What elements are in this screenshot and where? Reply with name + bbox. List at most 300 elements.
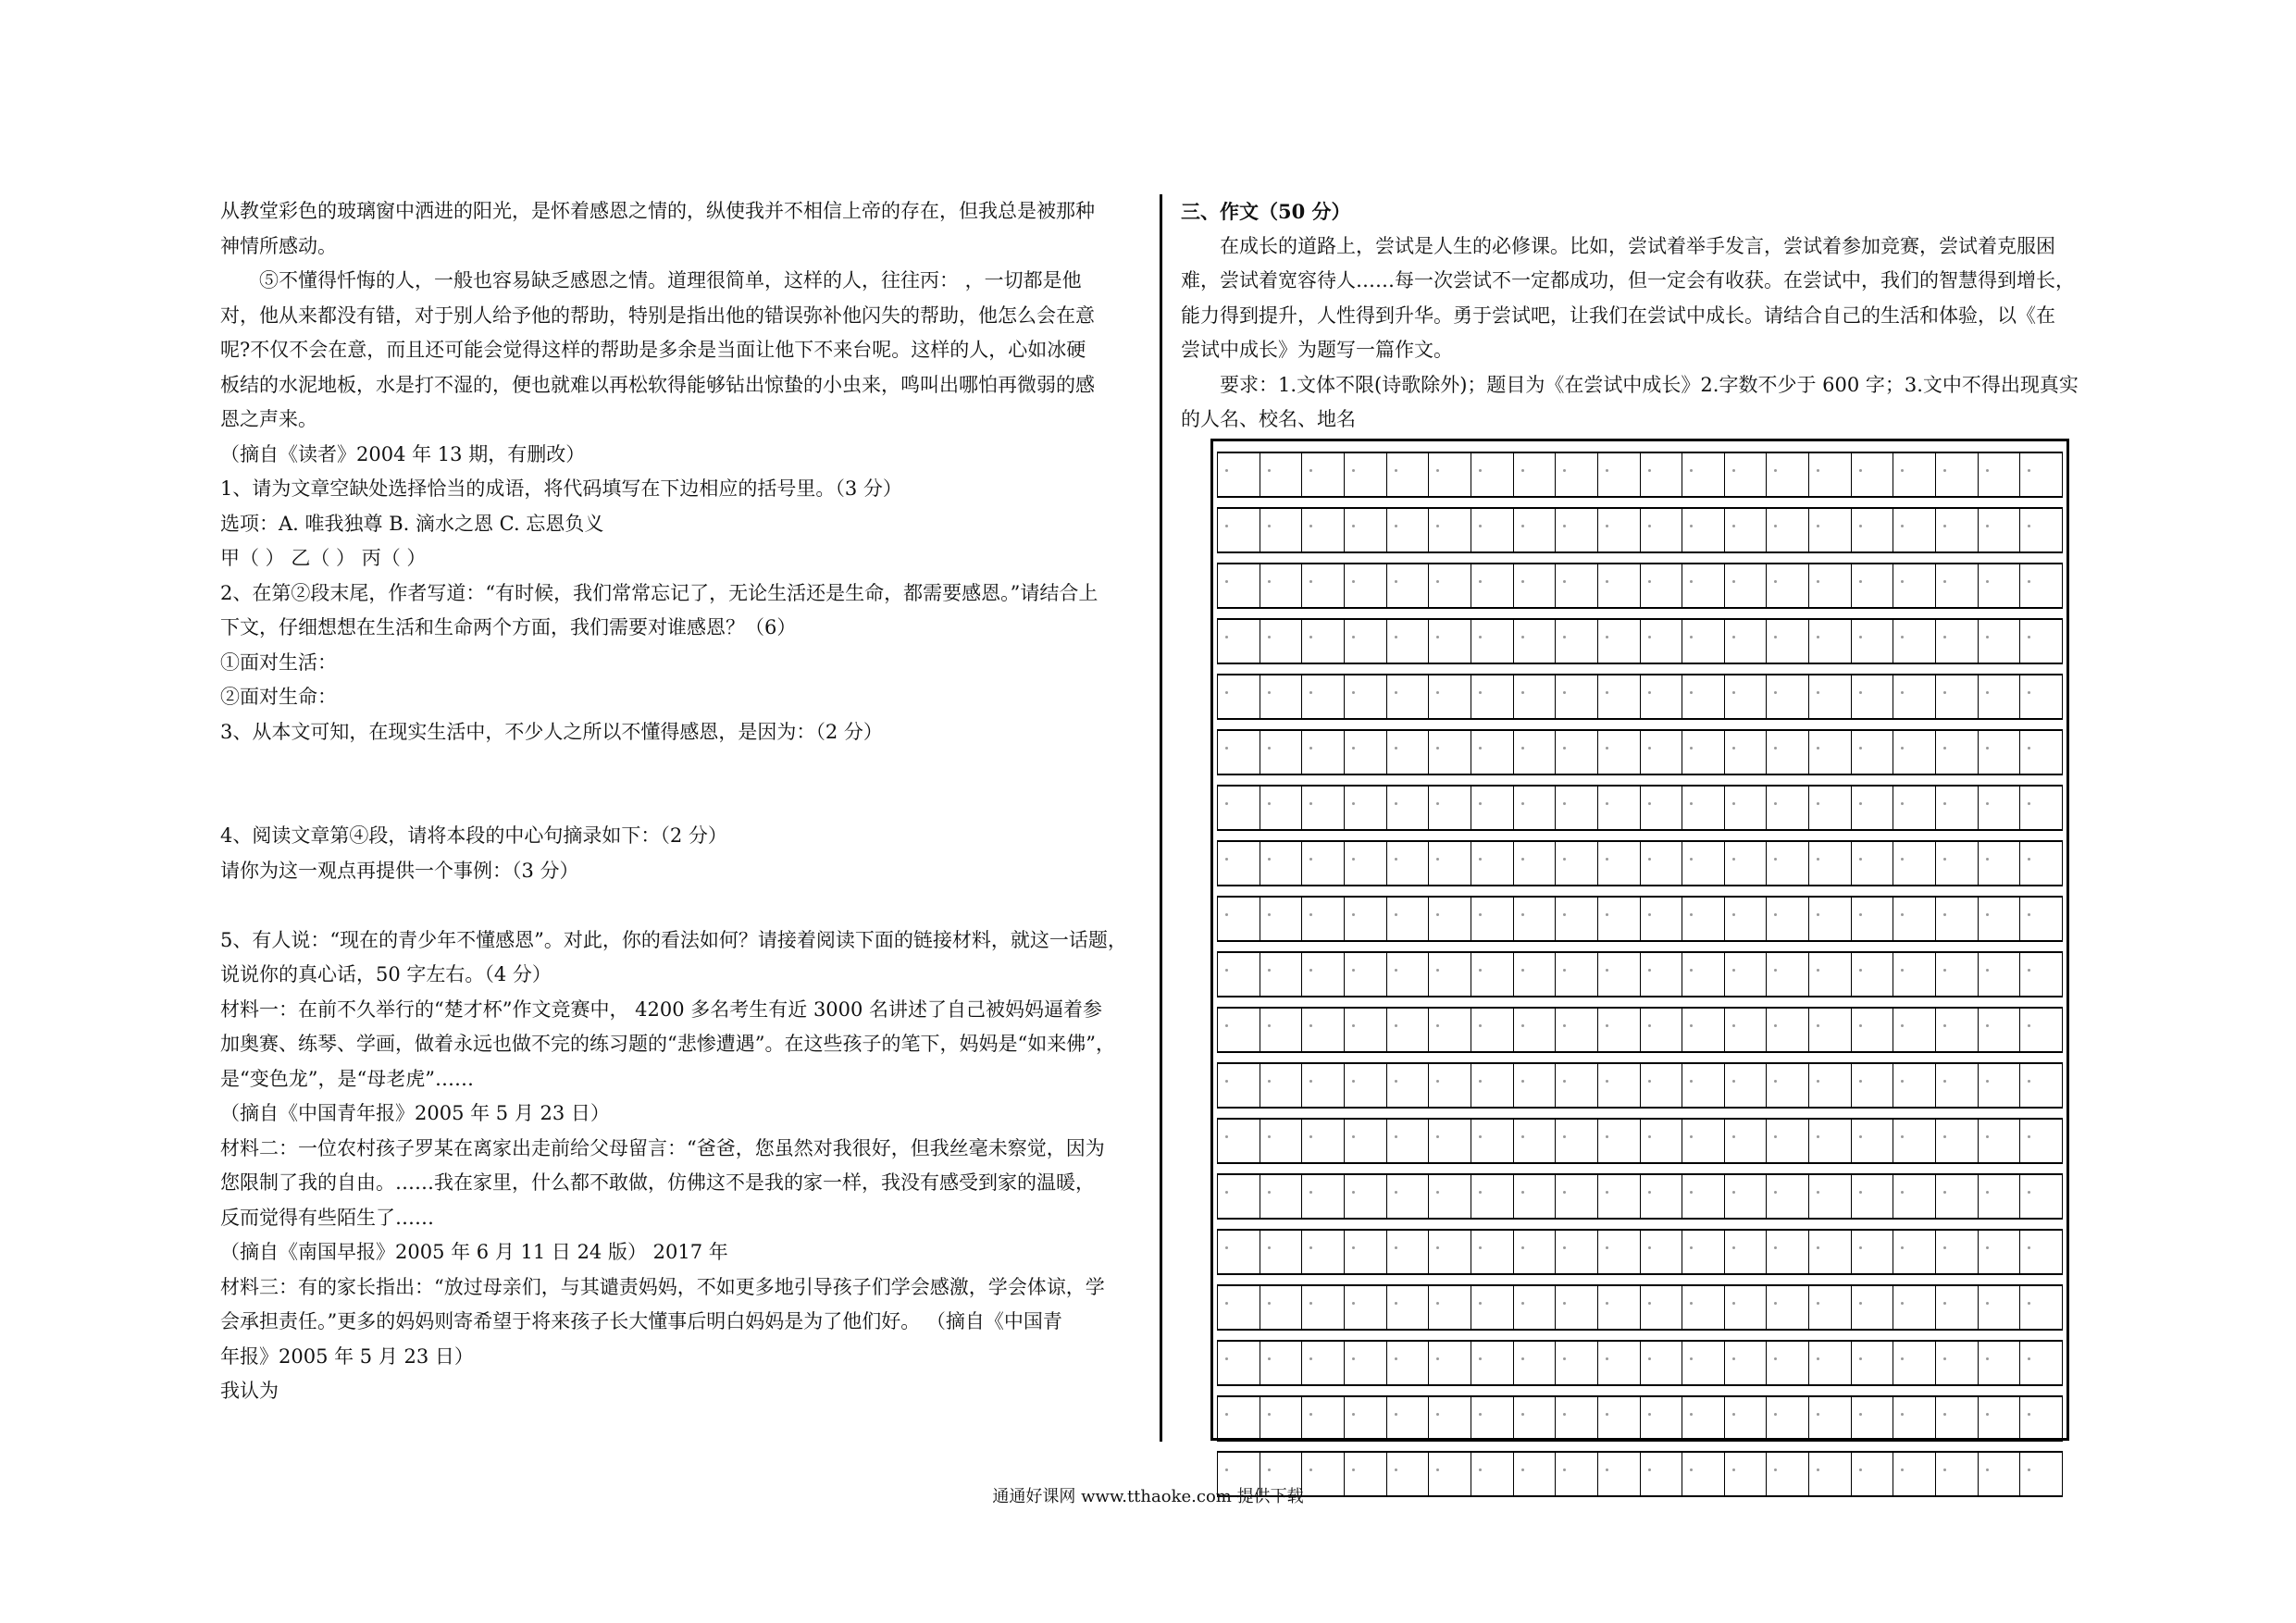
grid-cell[interactable] xyxy=(1809,787,1852,829)
grid-cell[interactable] xyxy=(1429,1064,1471,1107)
grid-cell[interactable] xyxy=(1302,1175,1345,1218)
grid-cell[interactable] xyxy=(1471,509,1514,551)
grid-cell[interactable] xyxy=(1767,1342,1809,1384)
grid-cell[interactable] xyxy=(1725,842,1768,885)
grid-cell[interactable] xyxy=(1809,1286,1852,1329)
grid-cell[interactable] xyxy=(1387,620,1430,663)
grid-cell[interactable] xyxy=(1218,509,1260,551)
grid-cell[interactable] xyxy=(1852,1064,1894,1107)
grid-cell[interactable] xyxy=(2020,1342,2063,1384)
grid-cell[interactable] xyxy=(1345,509,1387,551)
grid-cell[interactable] xyxy=(1471,1009,1514,1051)
grid-cell[interactable] xyxy=(1598,1397,1641,1440)
grid-cell[interactable] xyxy=(1556,1342,1598,1384)
grid-cell[interactable] xyxy=(1809,898,1852,940)
grid-cell[interactable] xyxy=(1429,675,1471,718)
grid-cell[interactable] xyxy=(1218,453,1260,496)
grid-cell[interactable] xyxy=(1345,564,1387,607)
grid-cell[interactable] xyxy=(1852,953,1894,996)
grid-cell[interactable] xyxy=(1809,509,1852,551)
grid-cell[interactable] xyxy=(1556,1175,1598,1218)
grid-cell[interactable] xyxy=(1641,1397,1683,1440)
grid-cell[interactable] xyxy=(1682,787,1725,829)
grid-cell[interactable] xyxy=(1514,620,1557,663)
grid-cell[interactable] xyxy=(1302,787,1345,829)
grid-cell[interactable] xyxy=(1471,1342,1514,1384)
grid-cell[interactable] xyxy=(1893,898,1936,940)
grid-cell[interactable] xyxy=(1514,564,1557,607)
grid-cell[interactable] xyxy=(1429,453,1471,496)
grid-cell[interactable] xyxy=(1936,1397,1979,1440)
grid-cell[interactable] xyxy=(1598,675,1641,718)
grid-cell[interactable] xyxy=(1429,1175,1471,1218)
grid-cell[interactable] xyxy=(1218,564,1260,607)
grid-cell[interactable] xyxy=(1936,1175,1979,1218)
grid-cell[interactable] xyxy=(1767,509,1809,551)
grid-cell[interactable] xyxy=(1725,564,1768,607)
grid-cell[interactable] xyxy=(1345,1231,1387,1273)
grid-cell[interactable] xyxy=(2020,1009,2063,1051)
grid-cell[interactable] xyxy=(1979,953,2021,996)
grid-cell[interactable] xyxy=(1218,620,1260,663)
grid-cell[interactable] xyxy=(1641,564,1683,607)
grid-cell[interactable] xyxy=(1893,1175,1936,1218)
grid-cell[interactable] xyxy=(1387,787,1430,829)
grid-cell[interactable] xyxy=(1682,1064,1725,1107)
grid-cell[interactable] xyxy=(1725,953,1768,996)
grid-cell[interactable] xyxy=(1809,620,1852,663)
grid-cell[interactable] xyxy=(1852,1231,1894,1273)
grid-cell[interactable] xyxy=(1302,1342,1345,1384)
grid-cell[interactable] xyxy=(1598,1009,1641,1051)
grid-cell[interactable] xyxy=(1893,1064,1936,1107)
grid-cell[interactable] xyxy=(1345,620,1387,663)
grid-cell[interactable] xyxy=(1429,898,1471,940)
grid-cell[interactable] xyxy=(1893,1231,1936,1273)
grid-cell[interactable] xyxy=(1682,1120,1725,1162)
grid-cell[interactable] xyxy=(1809,675,1852,718)
grid-cell[interactable] xyxy=(1514,1286,1557,1329)
grid-cell[interactable] xyxy=(1979,1064,2021,1107)
grid-cell[interactable] xyxy=(1725,787,1768,829)
grid-cell[interactable] xyxy=(1471,1120,1514,1162)
grid-cell[interactable] xyxy=(1556,787,1598,829)
grid-cell[interactable] xyxy=(1598,842,1641,885)
grid-cell[interactable] xyxy=(1641,1286,1683,1329)
grid-cell[interactable] xyxy=(1936,1120,1979,1162)
grid-cell[interactable] xyxy=(1682,1397,1725,1440)
grid-cell[interactable] xyxy=(1387,453,1430,496)
grid-cell[interactable] xyxy=(1387,842,1430,885)
grid-cell[interactable] xyxy=(1302,453,1345,496)
grid-cell[interactable] xyxy=(1218,1009,1260,1051)
grid-cell[interactable] xyxy=(1514,509,1557,551)
grid-cell[interactable] xyxy=(1979,453,2021,496)
grid-cell[interactable] xyxy=(1852,731,1894,774)
grid-cell[interactable] xyxy=(1598,1175,1641,1218)
grid-cell[interactable] xyxy=(1809,1064,1852,1107)
grid-cell[interactable] xyxy=(1852,787,1894,829)
grid-cell[interactable] xyxy=(1429,1286,1471,1329)
grid-cell[interactable] xyxy=(1387,1175,1430,1218)
grid-cell[interactable] xyxy=(1893,1286,1936,1329)
grid-cell[interactable] xyxy=(1852,453,1894,496)
grid-cell[interactable] xyxy=(1682,1009,1725,1051)
grid-cell[interactable] xyxy=(1471,842,1514,885)
grid-cell[interactable] xyxy=(2020,564,2063,607)
grid-cell[interactable] xyxy=(1893,842,1936,885)
grid-cell[interactable] xyxy=(1471,675,1514,718)
grid-cell[interactable] xyxy=(1641,675,1683,718)
grid-cell[interactable] xyxy=(1852,1397,1894,1440)
grid-cell[interactable] xyxy=(1725,675,1768,718)
grid-cell[interactable] xyxy=(1767,1009,1809,1051)
grid-cell[interactable] xyxy=(1302,1009,1345,1051)
grid-cell[interactable] xyxy=(2020,898,2063,940)
grid-cell[interactable] xyxy=(1556,1064,1598,1107)
grid-cell[interactable] xyxy=(1514,1120,1557,1162)
grid-cell[interactable] xyxy=(1471,1397,1514,1440)
grid-cell[interactable] xyxy=(1767,787,1809,829)
grid-cell[interactable] xyxy=(1682,1342,1725,1384)
grid-cell[interactable] xyxy=(1852,1120,1894,1162)
grid-cell[interactable] xyxy=(1260,1120,1303,1162)
grid-cell[interactable] xyxy=(1725,620,1768,663)
grid-cell[interactable] xyxy=(1852,620,1894,663)
grid-cell[interactable] xyxy=(1893,509,1936,551)
grid-cell[interactable] xyxy=(1725,1064,1768,1107)
grid-cell[interactable] xyxy=(1514,842,1557,885)
grid-cell[interactable] xyxy=(1893,953,1936,996)
grid-cell[interactable] xyxy=(1809,1231,1852,1273)
grid-cell[interactable] xyxy=(1979,1397,2021,1440)
grid-cell[interactable] xyxy=(1514,1342,1557,1384)
grid-cell[interactable] xyxy=(1218,1175,1260,1218)
grid-cell[interactable] xyxy=(1893,787,1936,829)
grid-cell[interactable] xyxy=(1641,731,1683,774)
grid-cell[interactable] xyxy=(1936,509,1979,551)
grid-cell[interactable] xyxy=(1682,953,1725,996)
grid-cell[interactable] xyxy=(1893,453,1936,496)
grid-cell[interactable] xyxy=(1345,1175,1387,1218)
grid-cell[interactable] xyxy=(1429,509,1471,551)
grid-cell[interactable] xyxy=(1893,620,1936,663)
grid-cell[interactable] xyxy=(1556,453,1598,496)
grid-cell[interactable] xyxy=(1641,620,1683,663)
grid-cell[interactable] xyxy=(1471,620,1514,663)
grid-cell[interactable] xyxy=(1556,509,1598,551)
grid-cell[interactable] xyxy=(1556,1009,1598,1051)
grid-cell[interactable] xyxy=(1218,1342,1260,1384)
grid-cell[interactable] xyxy=(1682,675,1725,718)
grid-cell[interactable] xyxy=(1767,564,1809,607)
grid-cell[interactable] xyxy=(1514,1009,1557,1051)
grid-cell[interactable] xyxy=(1218,787,1260,829)
grid-cell[interactable] xyxy=(1387,1064,1430,1107)
grid-cell[interactable] xyxy=(1260,1397,1303,1440)
grid-cell[interactable] xyxy=(1260,787,1303,829)
grid-cell[interactable] xyxy=(1767,953,1809,996)
grid-cell[interactable] xyxy=(2020,842,2063,885)
grid-cell[interactable] xyxy=(1725,1397,1768,1440)
grid-cell[interactable] xyxy=(1218,1397,1260,1440)
grid-cell[interactable] xyxy=(1979,1231,2021,1273)
grid-cell[interactable] xyxy=(2020,509,2063,551)
grid-cell[interactable] xyxy=(1979,1286,2021,1329)
grid-cell[interactable] xyxy=(1682,842,1725,885)
grid-cell[interactable] xyxy=(1556,731,1598,774)
grid-cell[interactable] xyxy=(1387,509,1430,551)
grid-cell[interactable] xyxy=(1725,1231,1768,1273)
grid-cell[interactable] xyxy=(1936,1064,1979,1107)
grid-cell[interactable] xyxy=(1260,842,1303,885)
grid-cell[interactable] xyxy=(1302,620,1345,663)
grid-cell[interactable] xyxy=(1809,1120,1852,1162)
grid-cell[interactable] xyxy=(1556,953,1598,996)
grid-cell[interactable] xyxy=(2020,620,2063,663)
grid-cell[interactable] xyxy=(1936,787,1979,829)
grid-cell[interactable] xyxy=(1682,564,1725,607)
grid-cell[interactable] xyxy=(1514,1231,1557,1273)
grid-cell[interactable] xyxy=(1345,1120,1387,1162)
grid-cell[interactable] xyxy=(1893,1342,1936,1384)
grid-cell[interactable] xyxy=(1598,953,1641,996)
grid-cell[interactable] xyxy=(1725,1175,1768,1218)
grid-cell[interactable] xyxy=(1260,675,1303,718)
grid-cell[interactable] xyxy=(1852,675,1894,718)
grid-cell[interactable] xyxy=(1429,564,1471,607)
grid-cell[interactable] xyxy=(1302,1397,1345,1440)
grid-cell[interactable] xyxy=(1345,953,1387,996)
grid-cell[interactable] xyxy=(1260,1064,1303,1107)
grid-cell[interactable] xyxy=(1387,1231,1430,1273)
grid-cell[interactable] xyxy=(1641,953,1683,996)
grid-cell[interactable] xyxy=(2020,731,2063,774)
grid-cell[interactable] xyxy=(1767,675,1809,718)
grid-cell[interactable] xyxy=(1429,1342,1471,1384)
grid-cell[interactable] xyxy=(1260,453,1303,496)
grid-cell[interactable] xyxy=(1682,1175,1725,1218)
grid-cell[interactable] xyxy=(2020,787,2063,829)
grid-cell[interactable] xyxy=(1809,453,1852,496)
grid-cell[interactable] xyxy=(1979,564,2021,607)
grid-cell[interactable] xyxy=(1302,1286,1345,1329)
grid-cell[interactable] xyxy=(1387,731,1430,774)
grid-cell[interactable] xyxy=(1598,1231,1641,1273)
grid-cell[interactable] xyxy=(1893,731,1936,774)
grid-cell[interactable] xyxy=(1302,675,1345,718)
grid-cell[interactable] xyxy=(1725,1009,1768,1051)
grid-cell[interactable] xyxy=(1218,731,1260,774)
grid-cell[interactable] xyxy=(2020,453,2063,496)
grid-cell[interactable] xyxy=(1514,1397,1557,1440)
grid-cell[interactable] xyxy=(1893,1397,1936,1440)
grid-cell[interactable] xyxy=(1218,1120,1260,1162)
grid-cell[interactable] xyxy=(1429,842,1471,885)
grid-cell[interactable] xyxy=(1893,1009,1936,1051)
grid-cell[interactable] xyxy=(1936,953,1979,996)
grid-cell[interactable] xyxy=(1936,620,1979,663)
grid-cell[interactable] xyxy=(1260,620,1303,663)
grid-cell[interactable] xyxy=(1641,1342,1683,1384)
grid-cell[interactable] xyxy=(1429,1120,1471,1162)
grid-cell[interactable] xyxy=(1682,1286,1725,1329)
grid-cell[interactable] xyxy=(1852,1175,1894,1218)
grid-cell[interactable] xyxy=(1936,1286,1979,1329)
grid-cell[interactable] xyxy=(1218,842,1260,885)
grid-cell[interactable] xyxy=(1556,898,1598,940)
grid-cell[interactable] xyxy=(1387,1120,1430,1162)
grid-cell[interactable] xyxy=(1767,1175,1809,1218)
grid-cell[interactable] xyxy=(1345,731,1387,774)
grid-cell[interactable] xyxy=(1556,620,1598,663)
grid-cell[interactable] xyxy=(1641,453,1683,496)
grid-cell[interactable] xyxy=(1767,620,1809,663)
grid-cell[interactable] xyxy=(1598,1286,1641,1329)
grid-cell[interactable] xyxy=(1809,564,1852,607)
grid-cell[interactable] xyxy=(1682,731,1725,774)
grid-cell[interactable] xyxy=(1767,1120,1809,1162)
grid-cell[interactable] xyxy=(1641,842,1683,885)
grid-cell[interactable] xyxy=(1345,842,1387,885)
grid-cell[interactable] xyxy=(1260,1231,1303,1273)
grid-cell[interactable] xyxy=(1302,564,1345,607)
grid-cell[interactable] xyxy=(1979,731,2021,774)
grid-cell[interactable] xyxy=(1598,564,1641,607)
grid-cell[interactable] xyxy=(2020,675,2063,718)
grid-cell[interactable] xyxy=(1641,1009,1683,1051)
grid-cell[interactable] xyxy=(1809,842,1852,885)
grid-cell[interactable] xyxy=(1387,1286,1430,1329)
grid-cell[interactable] xyxy=(2020,1397,2063,1440)
grid-cell[interactable] xyxy=(1218,953,1260,996)
grid-cell[interactable] xyxy=(1260,1009,1303,1051)
grid-cell[interactable] xyxy=(1809,953,1852,996)
grid-cell[interactable] xyxy=(1767,1286,1809,1329)
grid-cell[interactable] xyxy=(1725,1342,1768,1384)
grid-cell[interactable] xyxy=(1429,787,1471,829)
grid-cell[interactable] xyxy=(1387,898,1430,940)
grid-cell[interactable] xyxy=(1598,453,1641,496)
grid-cell[interactable] xyxy=(1471,731,1514,774)
grid-cell[interactable] xyxy=(1514,453,1557,496)
grid-cell[interactable] xyxy=(1345,898,1387,940)
grid-cell[interactable] xyxy=(1598,620,1641,663)
grid-cell[interactable] xyxy=(1514,1064,1557,1107)
grid-cell[interactable] xyxy=(1260,953,1303,996)
grid-cell[interactable] xyxy=(1556,675,1598,718)
grid-cell[interactable] xyxy=(1979,1009,2021,1051)
grid-cell[interactable] xyxy=(1725,453,1768,496)
grid-cell[interactable] xyxy=(1893,675,1936,718)
grid-cell[interactable] xyxy=(1387,953,1430,996)
grid-cell[interactable] xyxy=(1260,898,1303,940)
grid-cell[interactable] xyxy=(1429,1009,1471,1051)
grid-cell[interactable] xyxy=(1514,1175,1557,1218)
grid-cell[interactable] xyxy=(2020,1175,2063,1218)
grid-cell[interactable] xyxy=(1345,675,1387,718)
grid-cell[interactable] xyxy=(1345,1397,1387,1440)
grid-cell[interactable] xyxy=(1809,1009,1852,1051)
grid-cell[interactable] xyxy=(1302,1120,1345,1162)
grid-cell[interactable] xyxy=(1809,731,1852,774)
grid-cell[interactable] xyxy=(2020,1286,2063,1329)
grid-cell[interactable] xyxy=(1641,1064,1683,1107)
grid-cell[interactable] xyxy=(1725,509,1768,551)
grid-cell[interactable] xyxy=(1302,731,1345,774)
grid-cell[interactable] xyxy=(1809,1342,1852,1384)
grid-cell[interactable] xyxy=(1387,1009,1430,1051)
grid-cell[interactable] xyxy=(1852,1286,1894,1329)
grid-cell[interactable] xyxy=(1767,1231,1809,1273)
grid-cell[interactable] xyxy=(1936,1342,1979,1384)
grid-cell[interactable] xyxy=(1387,1397,1430,1440)
grid-cell[interactable] xyxy=(1302,1064,1345,1107)
grid-cell[interactable] xyxy=(2020,953,2063,996)
grid-cell[interactable] xyxy=(1936,675,1979,718)
grid-cell[interactable] xyxy=(1641,898,1683,940)
grid-cell[interactable] xyxy=(1429,731,1471,774)
grid-cell[interactable] xyxy=(1556,1397,1598,1440)
grid-cell[interactable] xyxy=(1936,453,1979,496)
grid-cell[interactable] xyxy=(1302,509,1345,551)
grid-cell[interactable] xyxy=(1598,1064,1641,1107)
grid-cell[interactable] xyxy=(1302,953,1345,996)
grid-cell[interactable] xyxy=(1893,1120,1936,1162)
grid-cell[interactable] xyxy=(1345,1009,1387,1051)
grid-cell[interactable] xyxy=(1767,1397,1809,1440)
grid-cell[interactable] xyxy=(1893,564,1936,607)
grid-cell[interactable] xyxy=(1387,564,1430,607)
grid-cell[interactable] xyxy=(1345,1286,1387,1329)
grid-cell[interactable] xyxy=(1429,620,1471,663)
grid-cell[interactable] xyxy=(1852,564,1894,607)
grid-cell[interactable] xyxy=(1556,1231,1598,1273)
grid-cell[interactable] xyxy=(1852,1342,1894,1384)
grid-cell[interactable] xyxy=(1471,1231,1514,1273)
grid-cell[interactable] xyxy=(1218,675,1260,718)
grid-cell[interactable] xyxy=(1260,509,1303,551)
writing-grid[interactable] xyxy=(1210,439,2069,1441)
grid-cell[interactable] xyxy=(1556,1120,1598,1162)
grid-cell[interactable] xyxy=(1302,898,1345,940)
grid-cell[interactable] xyxy=(1682,1231,1725,1273)
grid-cell[interactable] xyxy=(1218,898,1260,940)
grid-cell[interactable] xyxy=(1471,1064,1514,1107)
grid-cell[interactable] xyxy=(1260,564,1303,607)
grid-cell[interactable] xyxy=(1852,1009,1894,1051)
grid-cell[interactable] xyxy=(1641,787,1683,829)
grid-cell[interactable] xyxy=(2020,1064,2063,1107)
grid-cell[interactable] xyxy=(1979,1120,2021,1162)
grid-cell[interactable] xyxy=(1345,1064,1387,1107)
grid-cell[interactable] xyxy=(1429,953,1471,996)
grid-cell[interactable] xyxy=(1514,675,1557,718)
grid-cell[interactable] xyxy=(1260,1342,1303,1384)
grid-cell[interactable] xyxy=(1471,1286,1514,1329)
grid-cell[interactable] xyxy=(1218,1286,1260,1329)
grid-cell[interactable] xyxy=(2020,1231,2063,1273)
grid-cell[interactable] xyxy=(1852,898,1894,940)
grid-cell[interactable] xyxy=(1641,1231,1683,1273)
grid-cell[interactable] xyxy=(1556,1286,1598,1329)
grid-cell[interactable] xyxy=(1725,1286,1768,1329)
grid-cell[interactable] xyxy=(1979,787,2021,829)
grid-cell[interactable] xyxy=(1514,953,1557,996)
grid-cell[interactable] xyxy=(1936,1231,1979,1273)
grid-cell[interactable] xyxy=(1260,1175,1303,1218)
grid-cell[interactable] xyxy=(1641,1175,1683,1218)
